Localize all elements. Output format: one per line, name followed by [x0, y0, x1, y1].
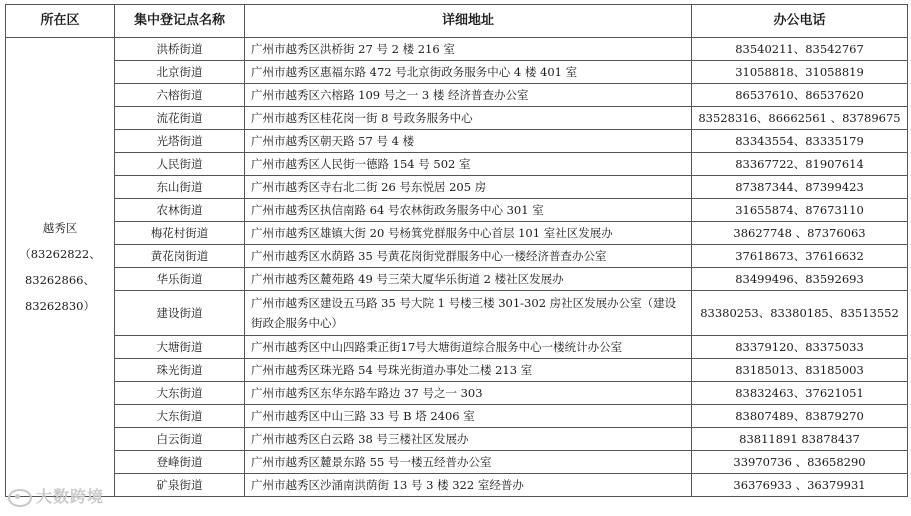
address-cell: 广州市越秀区人民街一德路 154 号 502 室: [245, 153, 692, 176]
watermark-text: 大数跨境: [36, 487, 105, 506]
table-row: [6, 61, 908, 84]
table-row: [6, 451, 908, 474]
street-name-cell: 黄花岗街道: [115, 245, 245, 268]
street-name-cell: 人民街道: [115, 153, 245, 176]
table-row: [6, 359, 908, 382]
address-cell: 广州市越秀区六榕路 109 号之一 3 楼 经济普查办公室: [245, 84, 692, 107]
table-row: [6, 199, 908, 222]
phone-cell: 83499496、83592693: [692, 268, 908, 291]
table-row: [6, 222, 908, 245]
table-row: [6, 336, 908, 359]
table-row: [6, 84, 908, 107]
address-cell: 广州市越秀区朝天路 57 号 4 楼: [245, 130, 692, 153]
table-row: [6, 38, 908, 61]
address-cell: 广州市越秀区桂花岗一街 8 号政务服务中心: [245, 107, 692, 130]
street-name-cell: 大东街道: [115, 405, 245, 428]
table-row: [6, 245, 908, 268]
district-phone: 83262866、: [24, 273, 96, 287]
watermark-logo-icon: [8, 489, 32, 507]
phone-cell: 36376933 、36379931: [692, 474, 908, 497]
address-cell: 广州市越秀区沙涌南洪荫街 13 号 3 楼 322 室经普办: [245, 474, 692, 497]
street-name-cell: 登峰街道: [115, 451, 245, 474]
header-phone: 办公电话: [692, 5, 908, 38]
street-name-cell: 六榕街道: [115, 84, 245, 107]
street-name-cell: 建设街道: [115, 291, 245, 336]
table-row: [6, 107, 908, 130]
phone-cell: 86537610、86537620: [692, 84, 908, 107]
phone-cell: 83367722、81907614: [692, 153, 908, 176]
header-site-name: 集中登记点名称: [115, 5, 245, 38]
phone-cell: 83380253、83380185、83513552: [692, 291, 908, 336]
address-cell: 广州市越秀区建设五马路 35 号大院 1 号楼三楼 301-302 房社区发展办公室（建设街政企服务中心）: [245, 291, 692, 336]
header-district: 所在区: [6, 5, 115, 38]
street-name-cell: 东山街道: [115, 176, 245, 199]
phone-cell: 83185013、83185003: [692, 359, 908, 382]
address-cell: 广州市越秀区雄镇大街 20 号杨箕党群服务中心首层 101 室社区发展办: [245, 222, 692, 245]
street-name-cell: 矿泉街道: [115, 474, 245, 497]
table-body: [6, 38, 908, 497]
address-cell: 广州市越秀区执信南路 64 号农林街政务服务中心 301 室: [245, 199, 692, 222]
phone-cell: 87387344、87399423: [692, 176, 908, 199]
address-cell: 广州市越秀区中山三路 33 号 B 塔 2406 室: [245, 405, 692, 428]
phone-cell: 38627748 、87376063: [692, 222, 908, 245]
table-row: [6, 474, 908, 497]
header-address: 详细地址: [245, 5, 692, 38]
district-cell: [6, 38, 115, 497]
phone-cell: 33970736 、83658290: [692, 451, 908, 474]
phone-cell: 83807489、83879270: [692, 405, 908, 428]
table-row: [6, 130, 908, 153]
phone-cell: 83540211、83542767: [692, 38, 908, 61]
district-phone: 83262830）: [24, 299, 96, 313]
street-name-cell: 大东街道: [115, 382, 245, 405]
header-row: [6, 5, 908, 38]
phone-cell: 31058818、31058819: [692, 61, 908, 84]
street-name-cell: 北京街道: [115, 61, 245, 84]
street-name-cell: 洪桥街道: [115, 38, 245, 61]
phone-cell: 83811891 83878437: [692, 428, 908, 451]
phone-cell: 37618673、37616632: [692, 245, 908, 268]
phone-cell: 83379120、83375033: [692, 336, 908, 359]
address-cell: 广州市越秀区洪桥街 27 号 2 楼 216 室: [245, 38, 692, 61]
phone-cell: 83343554、83335179: [692, 130, 908, 153]
phone-cell: 31655874、87673110: [692, 199, 908, 222]
watermark: [8, 484, 104, 507]
district-name: 越秀区: [42, 221, 78, 235]
address-cell: 广州市越秀区东华东路车路边 37 号之一 303: [245, 382, 692, 405]
registration-table: [5, 4, 908, 497]
table-row: [6, 176, 908, 199]
address-cell: 广州市越秀区水荫路 35 号黄花岗街党群服务中心一楼经济普查办公室: [245, 245, 692, 268]
phone-cell: 83528316、86662561 、83789675: [692, 107, 908, 130]
table-row: [6, 405, 908, 428]
table-row: [6, 428, 908, 451]
address-cell: 广州市越秀区寺右北二街 26 号东悦居 205 房: [245, 176, 692, 199]
address-cell: 广州市越秀区麓景东路 55 号一楼五经普办公室: [245, 451, 692, 474]
street-name-cell: 光塔街道: [115, 130, 245, 153]
district-phone: （83262822、: [19, 247, 101, 261]
street-name-cell: 白云街道: [115, 428, 245, 451]
address-cell: 广州市越秀区麓苑路 49 号三荣大厦华乐街道 2 楼社区发展办: [245, 268, 692, 291]
street-name-cell: 农林街道: [115, 199, 245, 222]
address-cell: 广州市越秀区中山四路秉正街17号大塘街道综合服务中心一楼统计办公室: [245, 336, 692, 359]
table-row: [6, 382, 908, 405]
street-name-cell: 大塘街道: [115, 336, 245, 359]
address-cell: 广州市越秀区惠福东路 472 号北京街政务服务中心 4 楼 401 室: [245, 61, 692, 84]
street-name-cell: 华乐街道: [115, 268, 245, 291]
phone-cell: 83832463、37621051: [692, 382, 908, 405]
table-row: [6, 291, 908, 336]
address-cell: 广州市越秀区珠光路 54 号珠光街道办事处二楼 213 室: [245, 359, 692, 382]
street-name-cell: 珠光街道: [115, 359, 245, 382]
table-row: [6, 268, 908, 291]
table-row: [6, 153, 908, 176]
street-name-cell: 梅花村街道: [115, 222, 245, 245]
street-name-cell: 流花街道: [115, 107, 245, 130]
address-cell: 广州市越秀区白云路 38 号三楼社区发展办: [245, 428, 692, 451]
